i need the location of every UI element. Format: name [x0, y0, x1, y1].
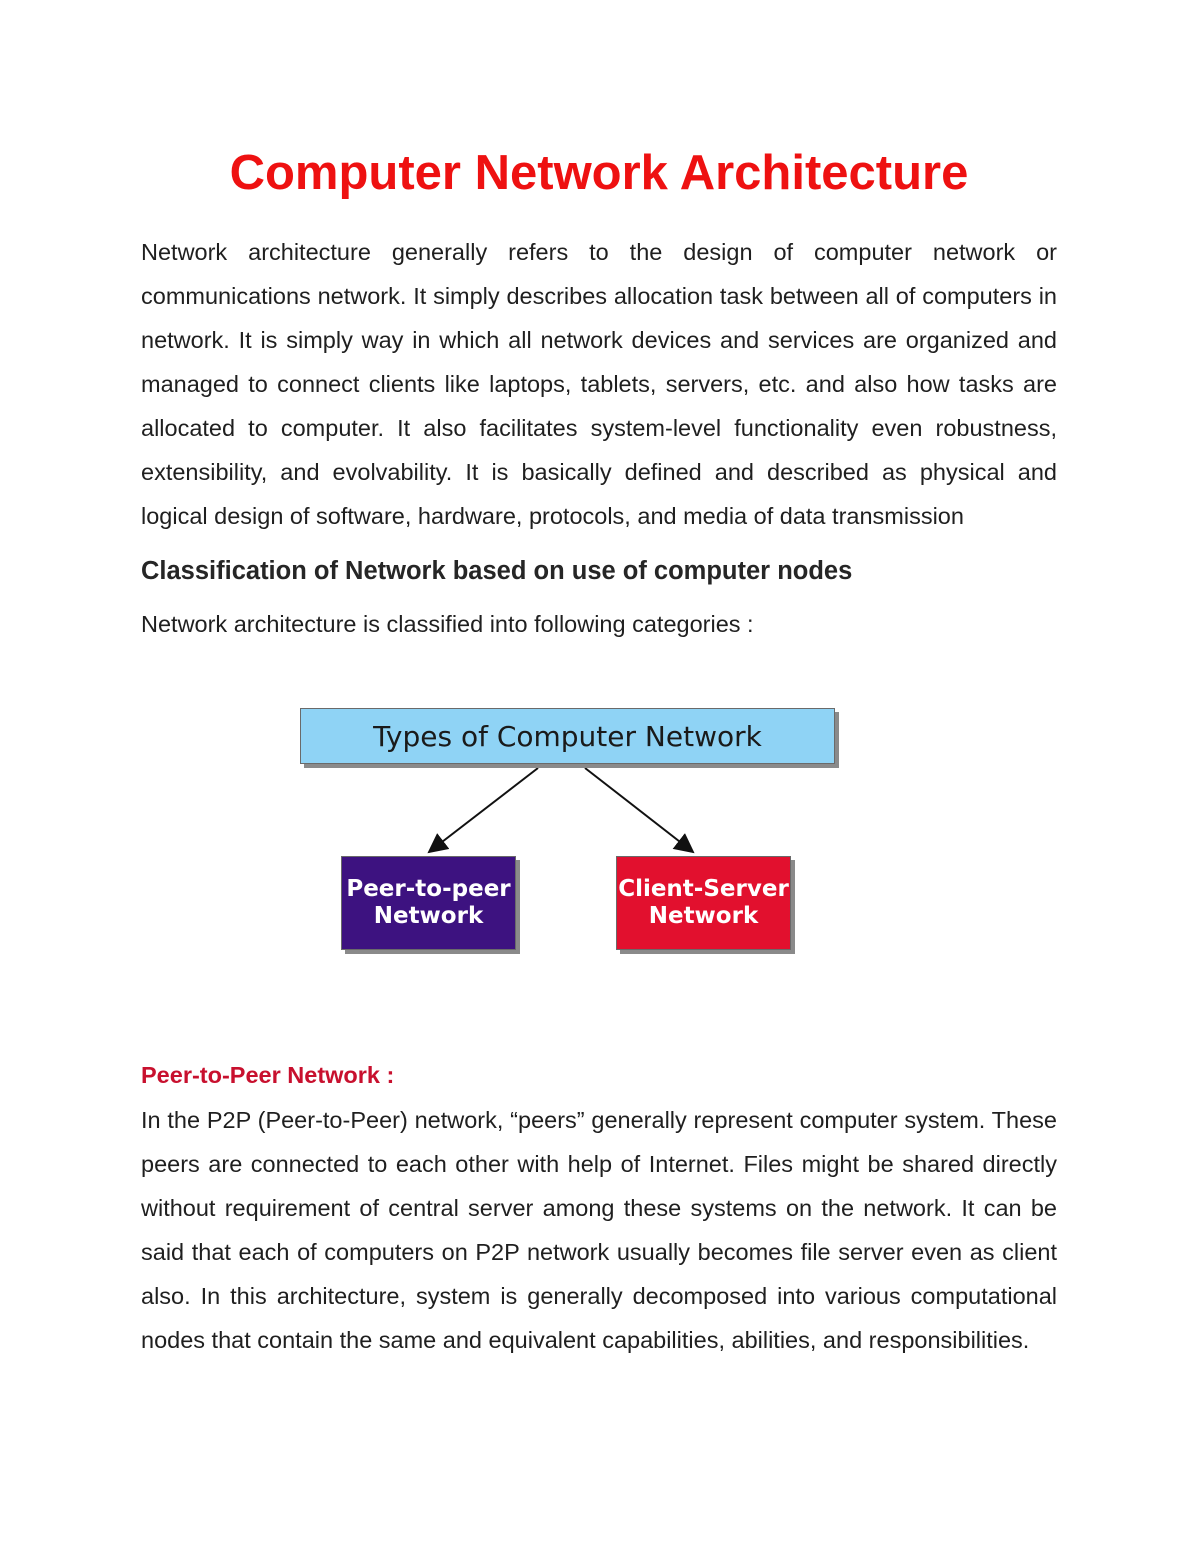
p2p-heading: Peer-to-Peer Network : — [141, 1062, 395, 1088]
intro-paragraph: Network architecture generally refers to the design of computer network or communications network. It simply describes allocation task between all of computers in network. It is simply way in which all network devices and services are organized and managed to connect clients like laptops, tablets, servers, etc. and also how tasks are allocated to computer. It also facilitates system-level functionality even robustness, extensibility, and evolvability. It is basically defined and described as physical and logical design of software, hardware, protocols, and media of data transmission — [141, 239, 1057, 529]
client-server-label-line2: Network — [648, 903, 759, 929]
root-node-types-of-computer-network — [300, 708, 835, 764]
root-node-label: Types of Computer Network — [373, 719, 762, 753]
peer-to-peer-label-line2: Network — [373, 903, 484, 929]
network-types-diagram — [141, 708, 1057, 1008]
node-client-server-network — [616, 856, 791, 950]
peer-to-peer-label-line1: Peer-to-peer — [346, 876, 511, 902]
p2p-paragraph: In the P2P (Peer-to-Peer) network, “peers” generally represent computer system. These peers are connected to each other with help of Internet. Files might be shared directly without requirement of central server among these systems on the network. It can be said that each of computers on P2P network usually becomes file server even as client also. In this architecture, system is generally decomposed into various computational nodes that contain the same and equivalent capabilities, abilities, and responsibilities. — [141, 1107, 1057, 1353]
document-page — [141, 138, 1057, 1362]
client-server-label-line1: Client-Server — [618, 876, 789, 902]
arrow-to-peer-to-peer — [429, 768, 538, 852]
node-peer-to-peer-network — [341, 856, 516, 950]
section-heading: Classification of Network based on use of computer nodes — [141, 557, 853, 585]
document-title: Computer Network Architecture — [229, 146, 969, 200]
section-intro: Network architecture is classified into following categories : — [141, 611, 754, 637]
arrow-to-client-server — [585, 768, 693, 852]
